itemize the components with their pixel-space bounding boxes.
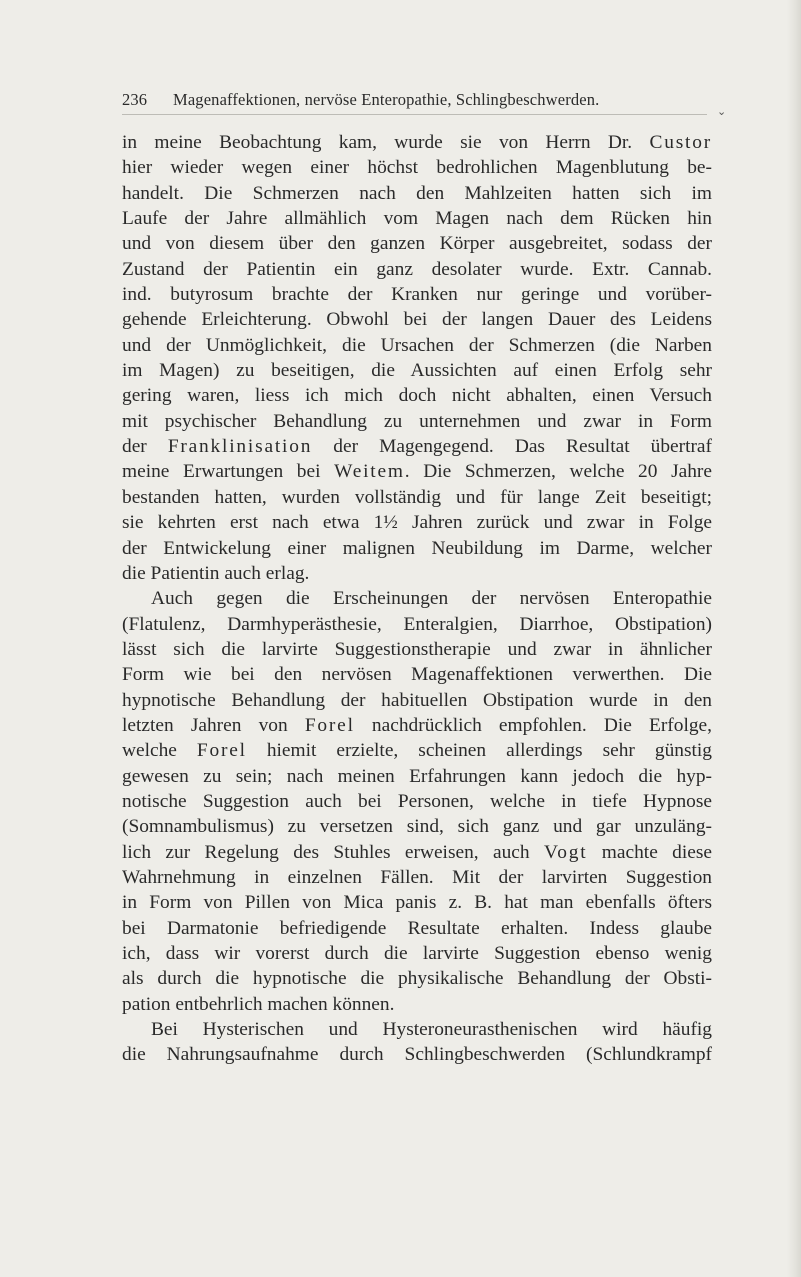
- text-line: [122, 764, 712, 789]
- text-line: [122, 586, 712, 611]
- running-header: [122, 90, 707, 116]
- text-segment: der Magengegend. Das Resultat übertraf: [312, 436, 712, 458]
- text-segment: der Entwickelung einer malignen Neubildung im Darme, welcher: [122, 537, 712, 559]
- text-line: [122, 916, 712, 941]
- text-line: [122, 358, 712, 383]
- text-segment: gehende Erleichterung. Obwohl bei der langen Dauer des Leidens: [122, 309, 712, 331]
- header-rule: [122, 114, 707, 115]
- text-segment: mit psychischer Behandlung zu unternehmen und zwar in Form: [122, 410, 712, 432]
- text-line: [122, 383, 712, 408]
- text-line: [122, 688, 712, 713]
- text-line: [122, 307, 712, 332]
- margin-mark: ⌄: [717, 106, 727, 118]
- text-segment: als durch die hypnotische die physikalische Behandlung der Obsti-: [122, 968, 712, 990]
- text-line: [122, 434, 712, 459]
- text-segment: in meine Beobachtung kam, wurde sie von Herrn Dr.: [122, 132, 650, 153]
- text-segment: und der Unmöglichkeit, die Ursachen der Schmerzen (die Narben: [122, 334, 712, 356]
- text-line: [122, 130, 712, 155]
- spaced-name: Vogt: [543, 841, 588, 863]
- text-segment: nachdrücklich empfohlen. Die Erfolge,: [354, 714, 712, 736]
- text-segment: ich, dass wir vorerst durch die larvirte Suggestion ebenso wenig: [122, 943, 712, 964]
- text-segment: der: [122, 436, 168, 458]
- text-line: [122, 181, 712, 206]
- text-segment: die Patientin auch erlag.: [122, 562, 310, 584]
- text-line: [122, 713, 712, 738]
- body-text: [122, 130, 712, 1068]
- text-line: [122, 155, 712, 180]
- text-segment: . Die Schmerzen, welche 20 Jahre: [404, 461, 712, 483]
- spaced-name: Weitem: [334, 461, 405, 483]
- text-line: [122, 536, 712, 561]
- text-line: [122, 662, 712, 687]
- spaced-name: Custor: [649, 132, 712, 153]
- text-segment: in Form von Pillen von Mica panis z. B. hat man ebenfalls öfters: [122, 892, 712, 914]
- text-segment: bei Darmatonie befriedigende Resultate erhalten. Indess glaube: [122, 917, 712, 939]
- text-segment: (Flatulenz, Darmhyperästhesie, Enteralgien, Diarrhoe, Obstipation): [122, 613, 712, 635]
- text-segment: die Nahrungsaufnahme durch Schlingbeschwerden (Schlundkrampf: [122, 1044, 712, 1066]
- text-segment: hiemit erzielte, scheinen allerdings sehr günstig: [246, 740, 712, 762]
- text-line: [122, 282, 712, 307]
- spaced-name: Franklinisation: [167, 436, 313, 458]
- text-segment: sie kehrten erst nach etwa 1½ Jahren zurück und zwar in Folge: [122, 512, 712, 534]
- text-segment: hier wieder wegen einer höchst bedrohlichen Magenblutung be-: [122, 157, 712, 179]
- text-line: [122, 485, 712, 510]
- text-line: [122, 966, 712, 991]
- text-segment: gewesen zu sein; nach meinen Erfahrungen kann jedoch die hyp-: [122, 765, 712, 787]
- text-segment: und von diesem über den ganzen Körper ausgebreitet, sodass der: [122, 233, 712, 255]
- text-segment: ind. butyrosum brachte der Kranken nur geringe und vorüber-: [122, 284, 712, 306]
- text-segment: Wahrnehmung in einzelnen Fällen. Mit der larvirten Suggestion: [122, 866, 712, 888]
- text-segment: pation entbehrlich machen können.: [122, 993, 395, 1015]
- text-segment: hypnotische Behandlung der habituellen Obstipation wurde in den: [122, 689, 712, 711]
- spaced-name: Forel: [196, 740, 247, 762]
- text-line: [122, 637, 712, 662]
- text-line: [122, 231, 712, 256]
- text-line: [122, 561, 712, 586]
- text-segment: lich zur Regelung des Stuhles erweisen, auch: [122, 841, 544, 863]
- page-number: 236: [122, 90, 148, 109]
- text-segment: im Magen) zu beseitigen, die Aussichten auf einen Erfolg sehr: [122, 360, 712, 382]
- text-line: [122, 1042, 712, 1067]
- text-segment: Bei Hysterischen und Hysteroneurasthenischen wird häufig: [151, 1019, 712, 1041]
- running-title: Magenaffektionen, nervöse Enteropathie, Schlingbeschwerden.: [173, 90, 600, 109]
- text-line: [122, 409, 712, 434]
- text-segment: (Somnambulismus) zu versetzen sind, sich ganz und gar unzuläng-: [122, 816, 712, 838]
- text-line: [122, 789, 712, 814]
- text-line: [122, 612, 712, 637]
- text-line: [122, 333, 712, 358]
- text-segment: Zustand der Patientin ein ganz desolater wurde. Extr. Cannab.: [122, 258, 712, 280]
- text-segment: Form wie bei den nervösen Magenaffektionen verwerthen. Die: [122, 664, 712, 686]
- text-line: [122, 814, 712, 839]
- spaced-name: Forel: [304, 714, 355, 736]
- text-line: [122, 840, 712, 865]
- text-line: [122, 206, 712, 231]
- text-segment: machte diese: [587, 841, 712, 863]
- text-segment: Auch gegen die Erscheinungen der nervösen Enteropathie: [151, 588, 712, 610]
- text-line: [122, 941, 712, 966]
- text-segment: meine Erwartungen bei: [122, 461, 335, 483]
- text-line: [122, 890, 712, 915]
- text-line: [122, 992, 712, 1017]
- text-line: [122, 510, 712, 535]
- text-line: [122, 738, 712, 763]
- text-segment: lässt sich die larvirte Suggestionstherapie und zwar in ähnlicher: [122, 638, 712, 660]
- text-segment: letzten Jahren von: [122, 714, 305, 736]
- text-line: [122, 257, 712, 282]
- text-line: [122, 865, 712, 890]
- text-segment: handelt. Die Schmerzen nach den Mahlzeiten hatten sich im: [122, 182, 712, 204]
- text-line: [122, 1017, 712, 1042]
- page-edge-shadow: [787, 0, 801, 1277]
- text-segment: bestanden hatten, wurden vollständig und für lange Zeit beseitigt;: [122, 486, 712, 508]
- text-line: [122, 459, 712, 484]
- text-segment: notische Suggestion auch bei Personen, welche in tiefe Hypnose: [122, 790, 712, 812]
- text-segment: Laufe der Jahre allmählich vom Magen nach dem Rücken hin: [122, 208, 712, 230]
- text-segment: gering waren, liess ich mich doch nicht abhalten, einen Versuch: [122, 385, 712, 407]
- text-segment: welche: [122, 740, 197, 762]
